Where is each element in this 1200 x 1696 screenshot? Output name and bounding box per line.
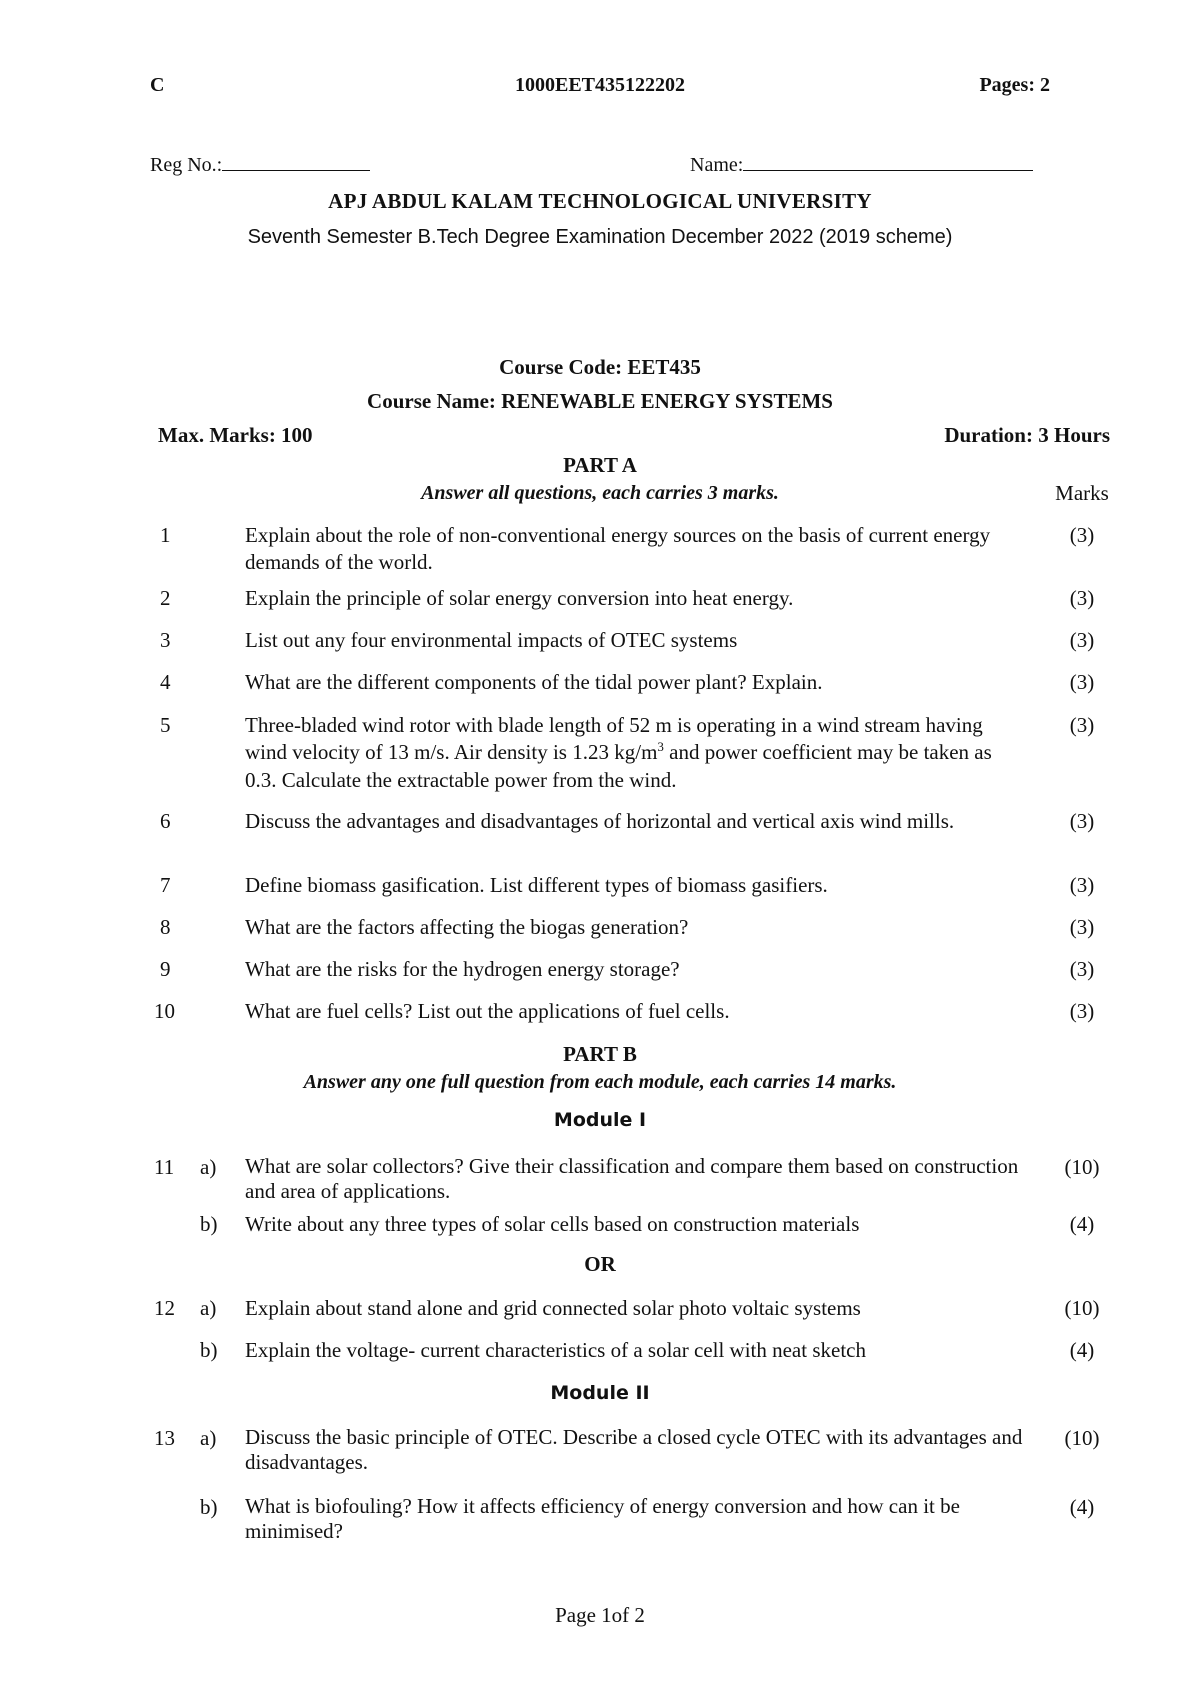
marks-duration-row bbox=[158, 422, 1110, 452]
question-text: What is biofouling? How it affects efficiency of energy conversion and how can it be minimised? bbox=[245, 1494, 960, 1544]
question-number: 9 bbox=[160, 957, 171, 981]
reg-no-field bbox=[150, 152, 370, 178]
question-text-part-2: and power coefficient may be taken as 0.3. Calculate the extractable power from the wind. bbox=[245, 740, 992, 792]
question-number: 12 bbox=[154, 1296, 175, 1320]
question-number: 4 bbox=[160, 670, 171, 694]
page-count: Pages: 2 bbox=[979, 74, 1050, 96]
question-text: What are the factors affecting the biogas generation? bbox=[245, 915, 689, 939]
question-text: Explain the voltage- current characteristics of a solar cell with neat sketch bbox=[245, 1338, 866, 1362]
or-separator: OR bbox=[584, 1252, 616, 1276]
question-number: 10 bbox=[154, 999, 175, 1023]
header-top-row bbox=[150, 72, 1050, 102]
course-name: Course Name: RENEWABLE ENERGY SYSTEMS bbox=[367, 389, 833, 413]
question-marks: (3) bbox=[1069, 999, 1095, 1023]
paper-set-letter: C bbox=[150, 74, 165, 96]
question-marks: (3) bbox=[1069, 713, 1095, 737]
question-number: 1 bbox=[160, 523, 171, 547]
part-a-instruction: Answer all questions, each carries 3 marks. bbox=[421, 482, 779, 504]
question-text: Discuss the advantages and disadvantages of horizontal and vertical axis wind mills. bbox=[245, 809, 955, 833]
question-text: What are the different components of the tidal power plant? Explain. bbox=[245, 670, 823, 694]
question-number: 11 bbox=[154, 1155, 175, 1179]
name-line bbox=[743, 152, 1033, 171]
reg-no-line bbox=[222, 152, 370, 171]
superscript-exponent: 3 bbox=[657, 739, 664, 755]
part-b-instruction: Answer any one full question from each module, each carries 14 marks. bbox=[303, 1071, 897, 1093]
question-marks: (3) bbox=[1069, 586, 1095, 610]
question-text bbox=[245, 712, 1025, 794]
question-marks: (3) bbox=[1069, 670, 1095, 694]
sub-question-label: b) bbox=[200, 1338, 218, 1362]
question-marks: (3) bbox=[1069, 628, 1095, 652]
sub-question-label: a) bbox=[200, 1296, 217, 1320]
question-marks: (10) bbox=[1064, 1296, 1100, 1320]
question-text: Write about any three types of solar cells based on construction materials bbox=[245, 1212, 860, 1236]
question-text: Discuss the basic principle of OTEC. Describe a closed cycle OTEC with its advantages and disadvantages. bbox=[245, 1425, 1023, 1475]
question-text: Define biomass gasification. List different types of biomass gasifiers. bbox=[245, 873, 828, 897]
reg-name-row bbox=[150, 152, 1050, 182]
question-marks: (3) bbox=[1069, 957, 1095, 981]
part-b-title: PART B bbox=[563, 1042, 637, 1066]
question-marks: (4) bbox=[1069, 1495, 1095, 1519]
question-number: 13 bbox=[154, 1426, 175, 1450]
exam-title: Seventh Semester B.Tech Degree Examination December 2022 (2019 scheme) bbox=[247, 226, 953, 248]
question-text: Explain the principle of solar energy conversion into heat energy. bbox=[245, 586, 794, 610]
question-marks: (4) bbox=[1069, 1338, 1095, 1362]
question-number: 5 bbox=[160, 713, 171, 737]
max-marks: Max. Marks: 100 bbox=[158, 423, 313, 447]
question-marks: (10) bbox=[1064, 1155, 1100, 1179]
sub-question-label: a) bbox=[200, 1426, 217, 1450]
module-2-heading: Module II bbox=[550, 1382, 650, 1404]
module-1-heading: Module I bbox=[553, 1109, 647, 1131]
page-footer: Page 1of 2 bbox=[555, 1603, 645, 1627]
question-number: 6 bbox=[160, 809, 171, 833]
marks-column-header: Marks bbox=[1055, 481, 1109, 505]
university-name: APJ ABDUL KALAM TECHNOLOGICAL UNIVERSITY bbox=[328, 189, 872, 213]
paper-code: 1000EET435122202 bbox=[514, 74, 686, 96]
question-marks: (10) bbox=[1064, 1426, 1100, 1450]
question-text: Explain about stand alone and grid connected solar photo voltaic systems bbox=[245, 1296, 861, 1320]
sub-question-label: a) bbox=[200, 1155, 217, 1179]
question-text: List out any four environmental impacts of OTEC systems bbox=[245, 628, 738, 652]
question-marks: (3) bbox=[1069, 523, 1095, 547]
sub-question-label: b) bbox=[200, 1495, 218, 1519]
reg-no-label: Reg No.: bbox=[150, 154, 223, 176]
question-number: 2 bbox=[160, 586, 171, 610]
question-text: Explain about the role of non-conventional energy sources on the basis of current energy demands of the world. bbox=[245, 523, 991, 575]
duration: Duration: 3 Hours bbox=[944, 423, 1110, 447]
question-text: What are the risks for the hydrogen energy storage? bbox=[245, 957, 680, 981]
question-number: 8 bbox=[160, 915, 171, 939]
question-marks: (3) bbox=[1069, 915, 1095, 939]
question-text-part-1: Three-bladed wind rotor with blade length of 52 m is operating in a wind stream having wind velocity of 13 m/s. Air density is 1.23 kg/m bbox=[245, 713, 983, 765]
question-marks: (3) bbox=[1069, 873, 1095, 897]
question-marks: (3) bbox=[1069, 809, 1095, 833]
question-number: 3 bbox=[160, 628, 171, 652]
question-text: What are solar collectors? Give their classification and compare them based on construction and area of applications. bbox=[245, 1154, 1019, 1204]
question-number: 7 bbox=[160, 873, 171, 897]
question-text: What are fuel cells? List out the applications of fuel cells. bbox=[245, 999, 730, 1023]
name-field bbox=[690, 152, 1033, 178]
course-code: Course Code: EET435 bbox=[499, 355, 701, 379]
name-label: Name: bbox=[690, 154, 744, 176]
question-marks: (4) bbox=[1069, 1212, 1095, 1236]
part-a-title: PART A bbox=[563, 453, 637, 477]
sub-question-label: b) bbox=[200, 1212, 218, 1236]
